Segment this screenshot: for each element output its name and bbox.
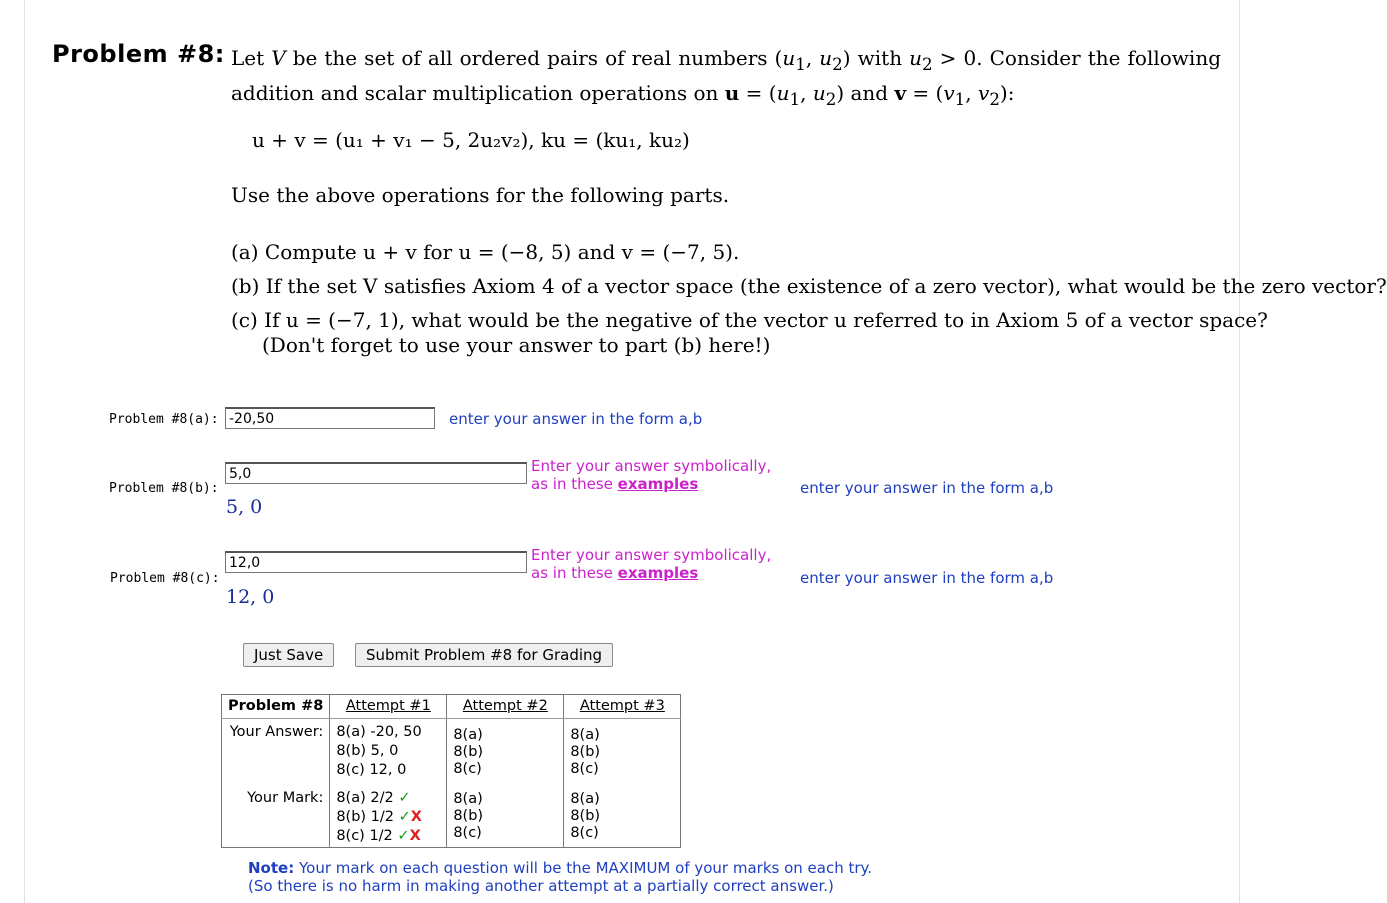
attempt-2-mark-c: 8(c): [453, 825, 482, 841]
operations-formula: u + v = (u₁ + v₁ − 5, 2u₂v₂), ku = (ku₁, ku₂): [252, 128, 690, 152]
attempts-header: Problem #8: [222, 695, 330, 719]
cross-icon: X: [409, 828, 421, 844]
attempt-1-answer-a: 8(a) -20, 50: [336, 724, 422, 740]
answer-a-input[interactable]: [225, 407, 435, 429]
problem-title: Problem #8:: [52, 40, 225, 68]
answer-c-hint: enter your answer in the form a,b: [800, 569, 1054, 587]
answer-c-preview: 12, 0: [226, 586, 275, 608]
part-c-text: (c) If u = (−7, 1), what would be the negative of the vector u referred to in Axiom 5 of a vector space?: [231, 308, 1268, 332]
attempt-1-answers: [330, 719, 447, 782]
your-answer-label: Your Answer:: [222, 719, 330, 782]
note-line-2: (So there is no harm in making another attempt at a partially correct answer.): [248, 877, 834, 895]
use-operations-text: Use the above operations for the following parts.: [231, 183, 730, 207]
your-mark-label: Your Mark:: [222, 781, 330, 848]
attempt-2-mark-b: 8(b): [453, 808, 484, 824]
attempt-3-marks: [564, 781, 681, 848]
attempt-1-link[interactable]: Attempt #1: [345, 698, 431, 714]
note-label: Note:: [248, 859, 295, 877]
attempt-2-link[interactable]: Attempt #2: [462, 698, 548, 714]
attempt-1-answer-b: 8(b) 5, 0: [336, 743, 399, 759]
cross-icon: X: [410, 809, 422, 825]
just-save-button[interactable]: Just Save: [243, 643, 334, 667]
attempt-3-answers: [564, 719, 681, 782]
problem-statement: Let V be the set of all ordered pairs of real numbers ($u_1$, $u_2$) with $u_2 > 0$. Consider the following addition and scalar multiplication operations on $u = (u_1$, $u_2$) and $v = (v_1$, $v_2$):: [231, 46, 1222, 109]
answer-a-label: Problem #8(a):: [109, 412, 219, 427]
attempt-1-mark-c: 8(c) 1/2: [336, 828, 393, 844]
answer-c-symbolic-hint: Enter your answer symbolically, as in these examples: [531, 546, 772, 582]
attempt-2-answer-b: 8(b): [453, 744, 484, 760]
attempt-2-marks: [447, 781, 564, 848]
part-c-reminder: (Don't forget to use your answer to part (b) here!): [262, 333, 771, 357]
attempt-2-mark-a: 8(a): [453, 791, 483, 807]
attempt-1-mark-b: 8(b) 1/2: [336, 809, 395, 825]
attempt-2-answers: [447, 719, 564, 782]
attempt-3-answer-c: 8(c): [570, 761, 599, 777]
note-line-1: Your mark on each question will be the MAXIMUM of your marks on each try.: [298, 859, 873, 877]
attempt-3-answer-a: 8(a): [570, 727, 600, 743]
attempt-3-mark-b: 8(b): [570, 808, 601, 824]
grading-note: [248, 859, 872, 895]
answer-b-symbolic-hint: Enter your answer symbolically, as in these examples: [531, 457, 772, 493]
attempt-1-mark-a: 8(a) 2/2: [336, 790, 394, 806]
check-icon: ✓: [397, 828, 410, 844]
part-b-text: (b) If the set V satisfies Axiom 4 of a vector space (the existence of a zero vector), what would be the zero vector?: [231, 274, 1387, 298]
attempt-2-answer-c: 8(c): [453, 761, 482, 777]
answer-b-preview: 5, 0: [226, 496, 263, 518]
answer-b-examples-link[interactable]: examples: [617, 475, 699, 493]
attempt-2-answer-a: 8(a): [453, 727, 483, 743]
attempt-3-link[interactable]: Attempt #3: [579, 698, 665, 714]
answer-b-label: Problem #8(b):: [109, 481, 219, 496]
check-icon: ✓: [398, 809, 411, 825]
answer-b-hint: enter your answer in the form a,b: [800, 479, 1054, 497]
attempt-1-marks: [330, 781, 447, 848]
attempt-3-mark-a: 8(a): [570, 791, 600, 807]
answer-b-input[interactable]: [225, 462, 527, 484]
attempt-3-mark-c: 8(c): [570, 825, 599, 841]
answer-c-examples-link[interactable]: examples: [617, 564, 699, 582]
answer-c-input[interactable]: [225, 551, 527, 573]
answer-a-hint: enter your answer in the form a,b: [449, 410, 703, 428]
submit-grading-button[interactable]: Submit Problem #8 for Grading: [355, 643, 613, 667]
attempt-1-answer-c: 8(c) 12, 0: [336, 762, 407, 778]
attempt-3-answer-b: 8(b): [570, 744, 601, 760]
attempts-table: [221, 694, 681, 848]
part-a-text: (a) Compute u + v for u = (−8, 5) and v = (−7, 5).: [231, 240, 740, 264]
check-icon: ✓: [398, 790, 411, 806]
answer-c-label: Problem #8(c):: [110, 571, 220, 586]
